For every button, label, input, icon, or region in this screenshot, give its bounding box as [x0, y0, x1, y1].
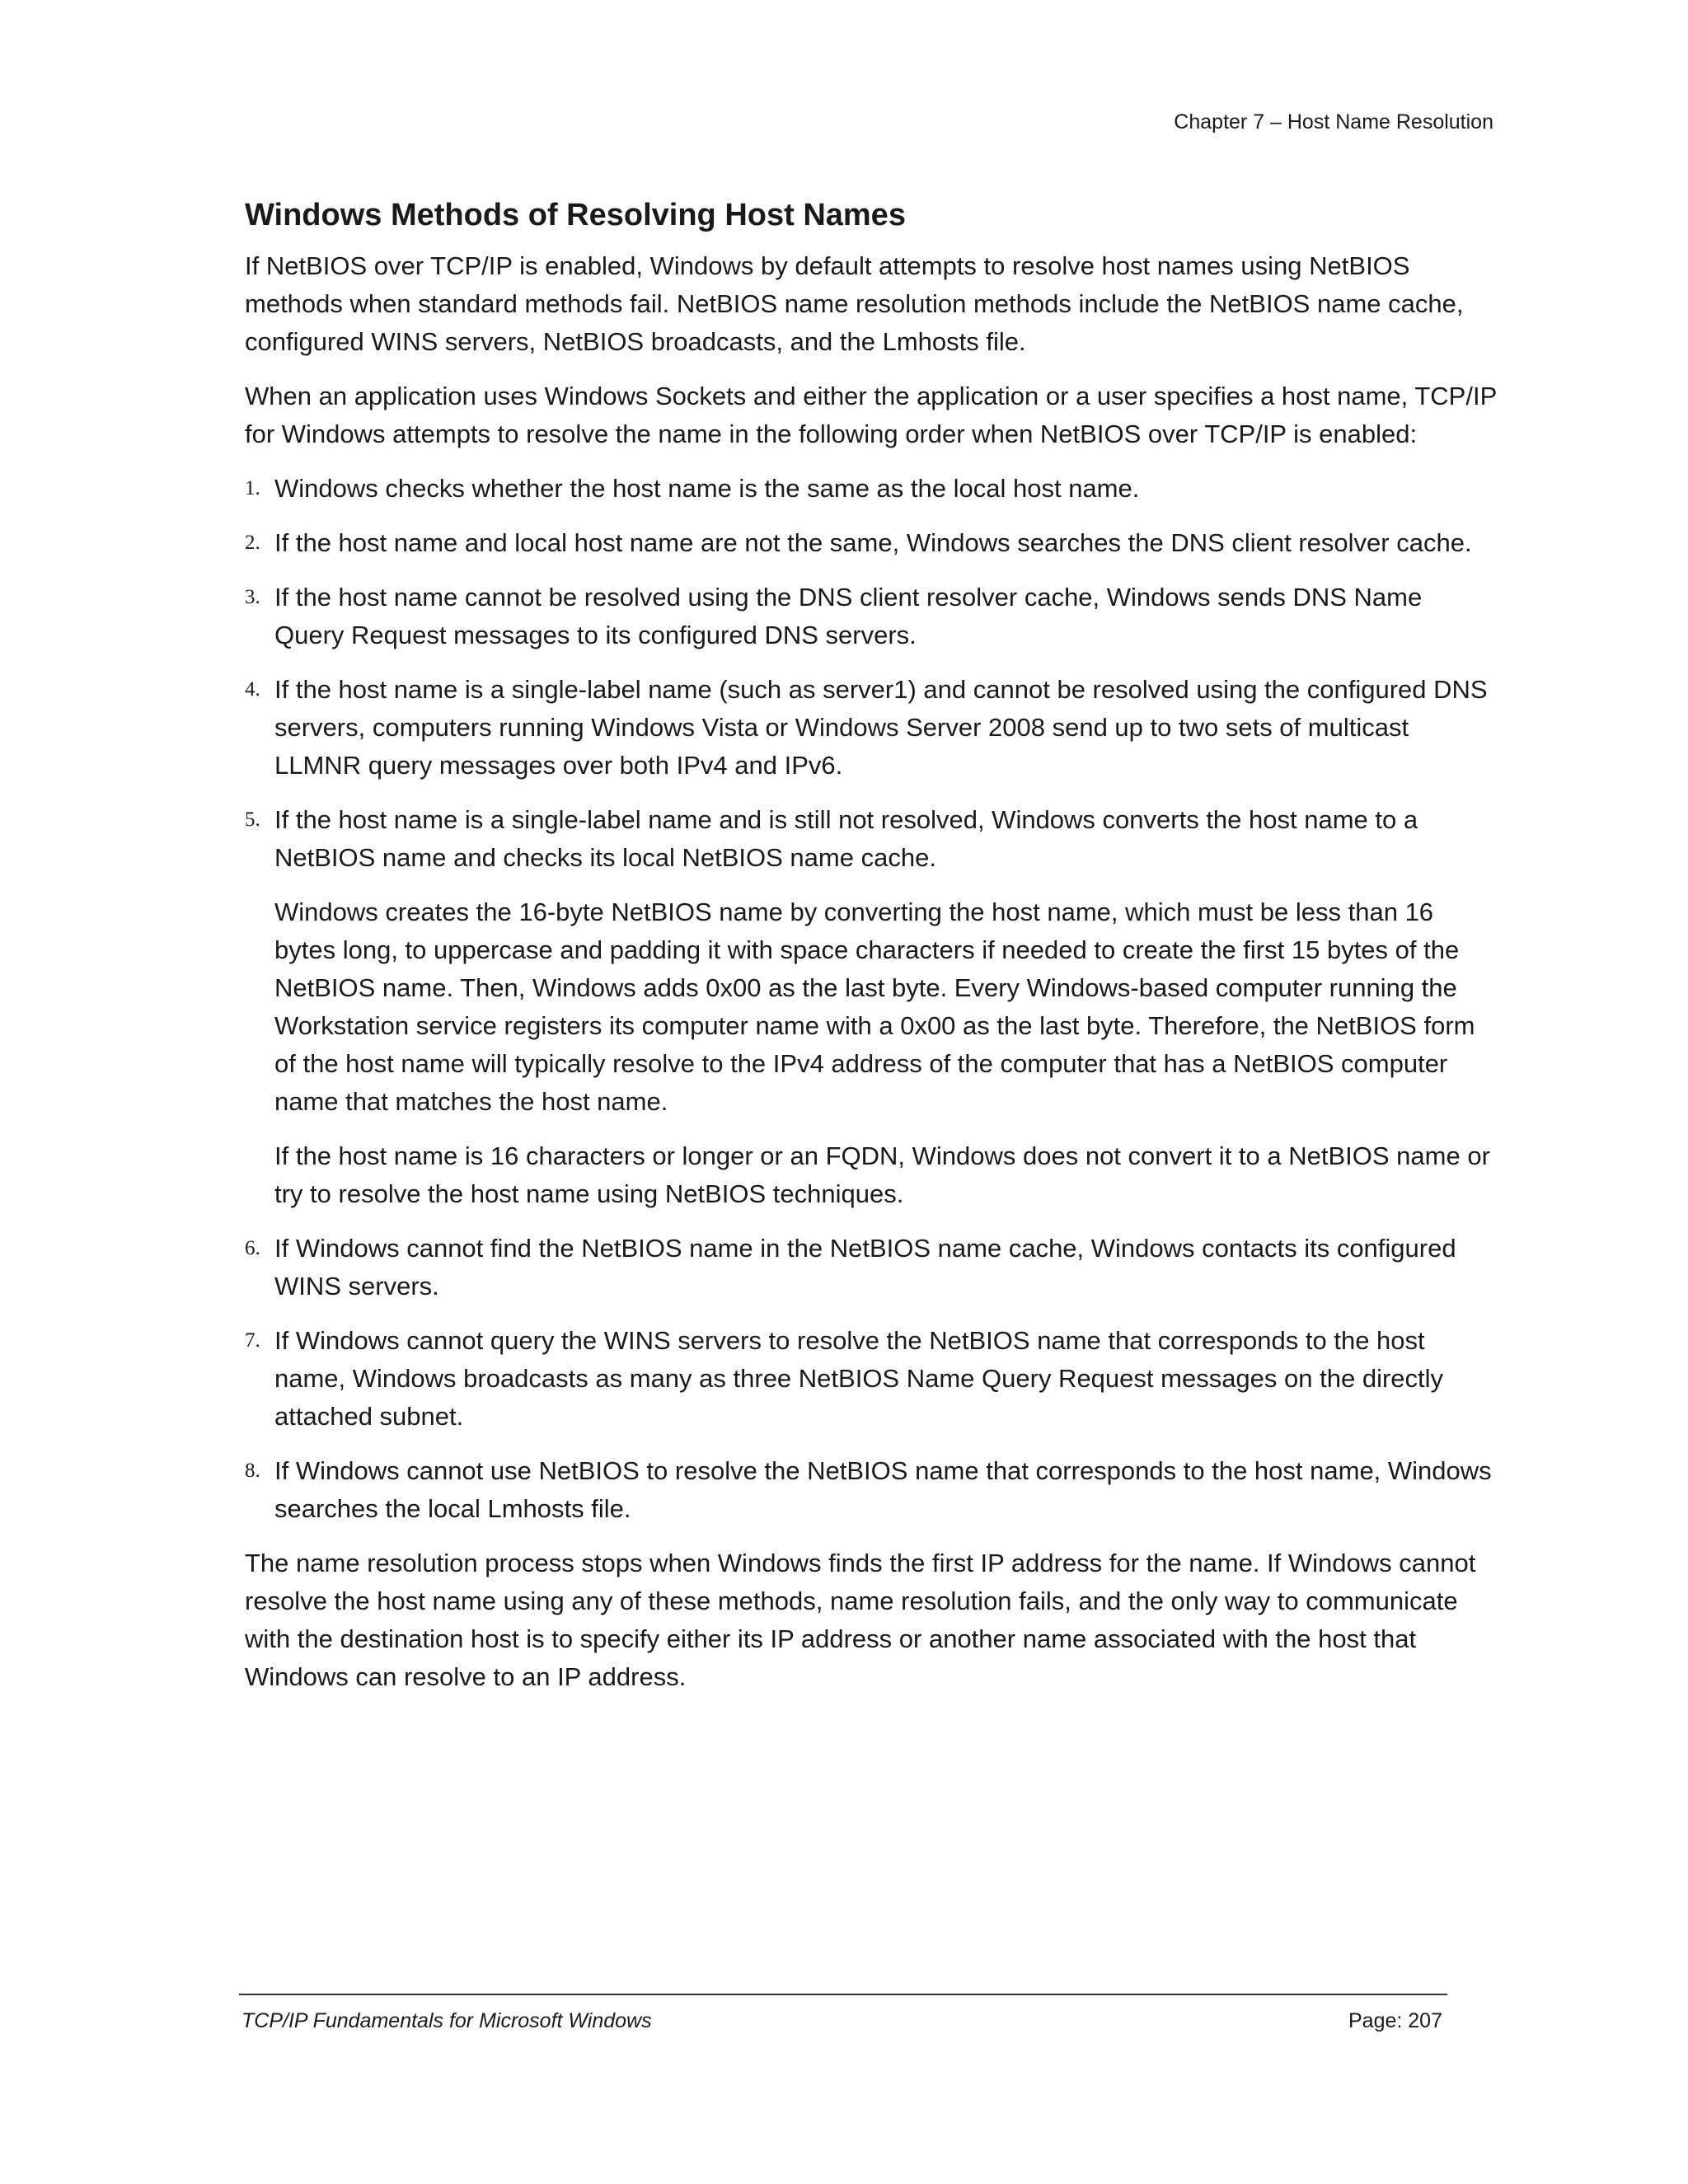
list-item [245, 579, 1498, 654]
running-header: Chapter 7 – Host Name Resolution [1174, 110, 1493, 134]
conclusion-paragraph: The name resolution process stops when Windows finds the first IP address for the name. If Windows cannot resolve the host name using any of these methods, name resolution fails, and the only way to communicate with the destination host is to specify either its IP address or another name associated with the host that Windows can resolve to an IP address. [245, 1549, 1476, 1691]
list-item-text: If Windows cannot find the NetBIOS name in the NetBIOS name cache, Windows contacts its configured WINS servers. [274, 1234, 1456, 1301]
list-item-text: If the host name cannot be resolved using the DNS client resolver cache, Windows sends DNS Name Query Request messages to its configured DNS servers. [274, 583, 1423, 649]
intro-paragraph: If NetBIOS over TCP/IP is enabled, Windows by default attempts to resolve host names using NetBIOS methods when standard methods fail. NetBIOS name resolution methods include the NetBIOS name cache, configured WINS servers, NetBIOS broadcasts, and the Lmhosts file. [245, 251, 1464, 356]
page-content [245, 194, 1498, 1713]
list-item [245, 1322, 1498, 1436]
footer-divider [239, 1994, 1447, 1995]
list-item-number: 1. [245, 477, 260, 499]
list-item-number: 3. [245, 586, 260, 608]
footer-page-number: Page: 207 [1348, 2009, 1442, 2032]
list-item-subparagraph: If the host name is 16 characters or longer or an FQDN, Windows does not convert it to a NetBIOS name or try to resolve the host name using NetBIOS techniques. [274, 1141, 1490, 1208]
section-title: Windows Methods of Resolving Host Names [245, 198, 906, 232]
list-item [245, 470, 1498, 508]
list-item-text: If Windows cannot query the WINS servers to resolve the NetBIOS name that corresponds to the host name, Windows broadcasts as many as three NetBIOS Name Query Request messages on the directly attached subnet. [274, 1326, 1444, 1431]
list-item [245, 801, 1498, 1213]
list-item [245, 1230, 1498, 1305]
lead-in-paragraph: When an application uses Windows Sockets and either the application or a user specifies a host name, TCP/IP for Windows attempts to resolve the name in the following order when NetBIOS over TCP/IP is enabled: [245, 382, 1497, 448]
footer-book-title: TCP/IP Fundamentals for Microsoft Windows [241, 2009, 652, 2032]
resolution-steps-list [245, 470, 1498, 1528]
list-item-number: 6. [245, 1237, 260, 1259]
list-item-number: 8. [245, 1460, 260, 1482]
list-item-subparagraph: Windows creates the 16-byte NetBIOS name by converting the host name, which must be less than 16 bytes long, to uppercase and padding it with space characters if needed to create the first 15 bytes of the NetBIOS name. Then, Windows adds 0x00 as the last byte. Every Windows-based computer running the Workstation service registers its computer name with a 0x00 as the last byte. Therefore, the NetBIOS form of the host name will typically resolve to the IPv4 address of the computer that has a NetBIOS computer name that matches the host name. [274, 898, 1475, 1116]
list-item-text: If the host name is a single-label name (such as server1) and cannot be resolved using the configured DNS servers, computers running Windows Vista or Windows Server 2008 send up to two sets of multicast LLMNR query messages over both IPv4 and IPv6. [274, 675, 1488, 780]
list-item [245, 1452, 1498, 1528]
list-item-number: 2. [245, 532, 260, 554]
list-item-text: Windows checks whether the host name is the same as the local host name. [274, 474, 1140, 503]
list-item [245, 671, 1498, 785]
list-item-text: If the host name and local host name are not the same, Windows searches the DNS client resolver cache. [274, 528, 1472, 557]
list-item-text: If Windows cannot use NetBIOS to resolve the NetBIOS name that corresponds to the host name, Windows searches the local Lmhosts file. [274, 1456, 1492, 1523]
list-item-number: 5. [245, 808, 260, 831]
list-item-text: If the host name is a single-label name and is still not resolved, Windows converts the host name to a NetBIOS name and checks its local NetBIOS name cache. [274, 805, 1418, 872]
list-item [245, 524, 1498, 562]
list-item-number: 4. [245, 678, 260, 701]
list-item-number: 7. [245, 1329, 260, 1352]
